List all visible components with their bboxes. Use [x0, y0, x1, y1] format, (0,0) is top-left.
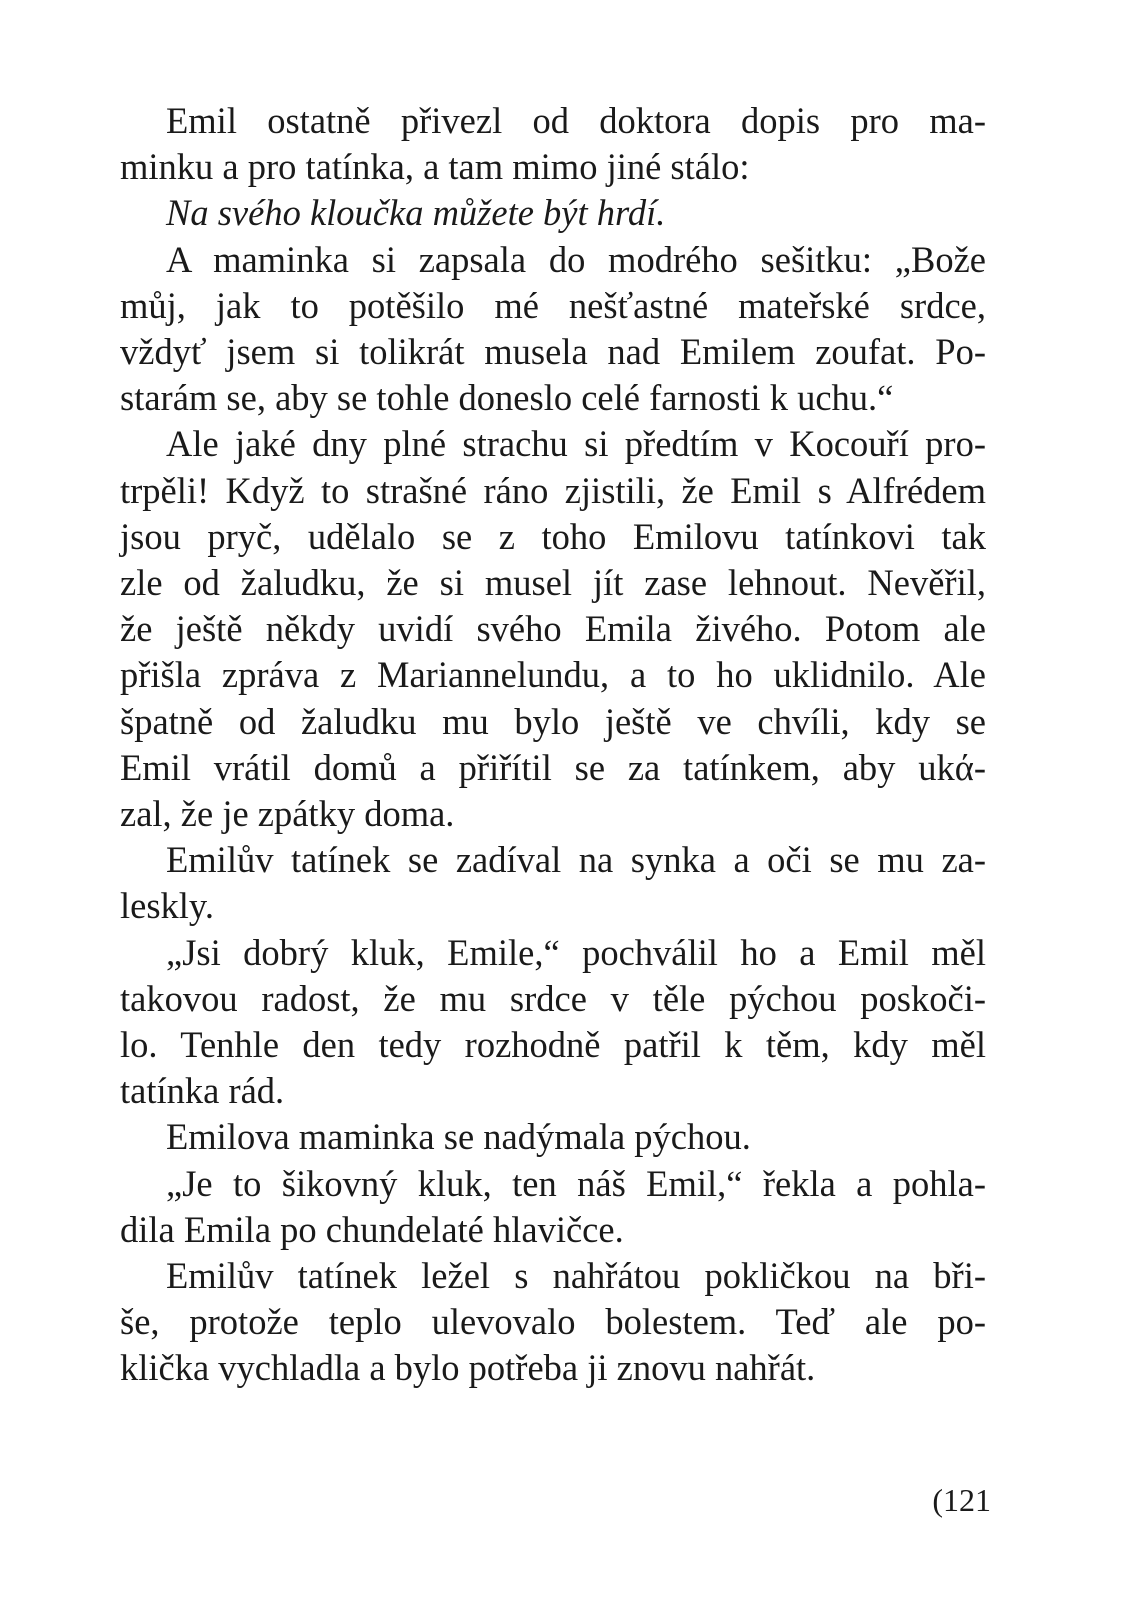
text-line: starám se, aby se tohle doneslo celé farnosti k uchu.“: [120, 377, 894, 419]
text-line: Emil ostatně přivezl od doktora dopis pro ma-: [166, 100, 986, 141]
paragraph: [120, 1161, 986, 1253]
text-line: tatínka rád.: [120, 1070, 285, 1112]
text-line: jsou pryč, udělalo se z toho Emilovu tatínkovi tak: [120, 515, 986, 557]
text-line: přišla zpráva z Mariannelundu, a to ho uklidnilo. Ale: [120, 654, 986, 696]
paragraph: [120, 837, 986, 929]
italic-paragraph: [120, 190, 986, 236]
text-line: Emilův tatínek se zadíval na synka a oči se mu za-: [166, 839, 986, 881]
text-line: A maminka si zapsala do modrého sešitku: „Bože: [166, 238, 986, 280]
text-line: dila Emila po chundelaté hlavičce.: [120, 1208, 624, 1250]
text-line: lo. Tenhle den tedy rozhodně patřil k těm, kdy měl: [120, 1024, 986, 1066]
text-line: še, protože teplo ulevovalo bolestem. Teď ale po-: [120, 1301, 986, 1343]
body-text: [120, 98, 986, 1392]
paragraph: [120, 1253, 986, 1392]
text-line: minku a pro tatínka, a tam mimo jiné stálo:: [120, 146, 750, 188]
text-line: špatně od žaludku mu bylo ještě ve chvíli, kdy se: [120, 700, 986, 742]
paragraph: [120, 1114, 986, 1160]
text-line: Emil vrátil domů a přiřítil se za tatínkem, aby ukά-: [120, 746, 986, 788]
text-line: klička vychladla a bylo potřeba ji znovu nahřát.: [120, 1347, 816, 1389]
text-line: vždyť jsem si tolikrát musela nad Emilem zoufat. Po-: [120, 331, 986, 373]
text-line: leskly.: [120, 885, 214, 927]
text-line: Na svého kloučka můžete být hrdí.: [166, 192, 666, 234]
text-line: Emilův tatínek ležel s nahřátou pokličkou na bři-: [166, 1255, 986, 1297]
paragraph: [120, 930, 986, 1115]
text-line: trpěli! Když to strašné ráno zjistili, že Emil s Alfrédem: [120, 469, 986, 511]
paragraph: [120, 98, 986, 190]
text-line: „Jsi dobrý kluk, Emile,“ pochválil ho a Emil měl: [166, 931, 986, 973]
paragraph: [120, 421, 986, 837]
text-line: Emilova maminka se nadýmala pýchou.: [166, 1116, 751, 1158]
text-line: Ale jaké dny plné strachu si předtím v Kocouří pro-: [166, 423, 986, 465]
text-line: zal, že je zpátky doma.: [120, 793, 455, 835]
page-number: (121: [932, 1482, 991, 1518]
text-line: že ještě někdy uvidí svého Emila živého. Potom ale: [120, 608, 986, 650]
text-line: zle od žaludku, že si musel jít zase lehnout. Nevěřil,: [120, 562, 986, 604]
text-line: takovou radost, že mu srdce v těle pýchou poskoči-: [120, 977, 986, 1019]
text-line: můj, jak to potěšilo mé nešťastné mateřské srdce,: [120, 284, 986, 326]
paragraph: [120, 237, 986, 422]
text-line: „Je to šikovný kluk, ten náš Emil,“ řekla a pohla-: [166, 1162, 986, 1204]
